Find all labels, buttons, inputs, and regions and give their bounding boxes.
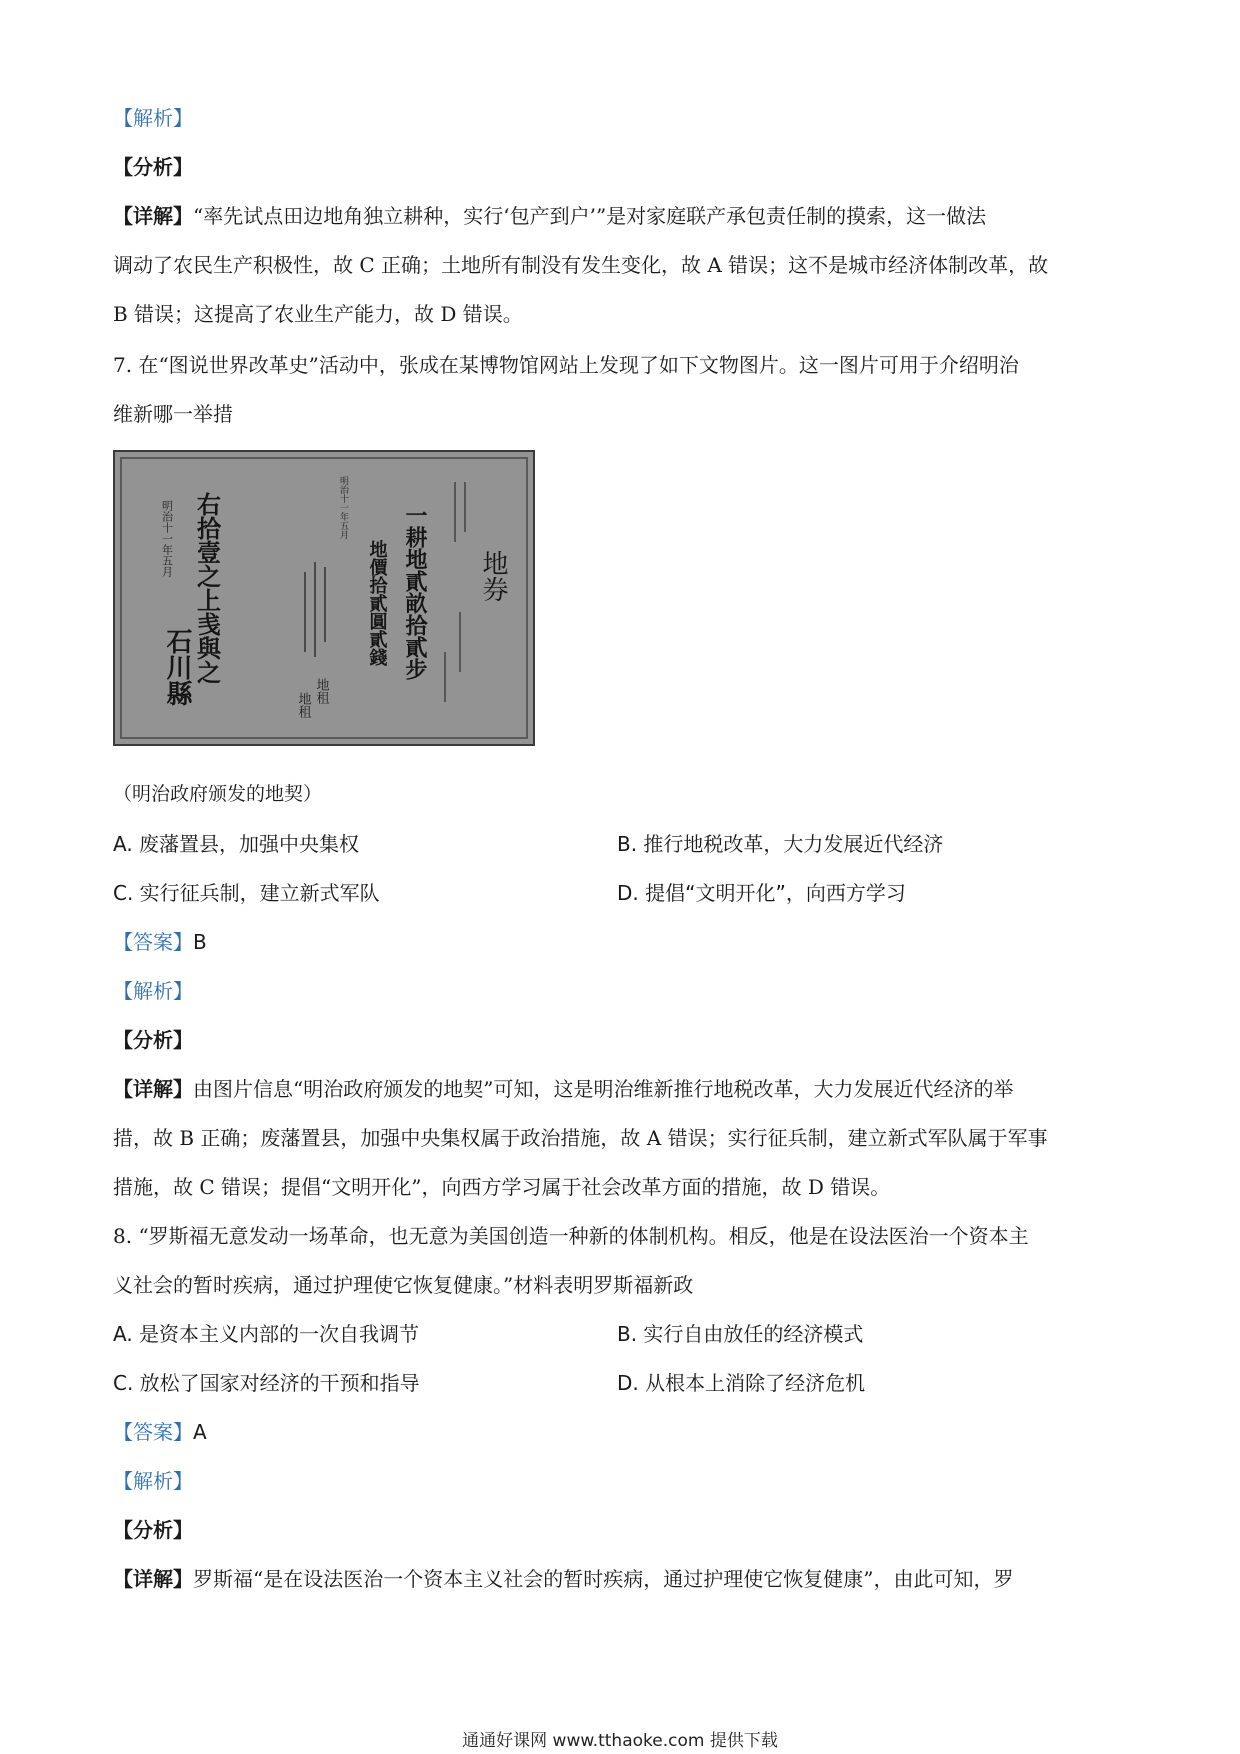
page-footer: 通通好课网 www.tthaoke.com 提供下载 bbox=[462, 1731, 778, 1751]
q7-jiexi-label: 【解析】 bbox=[113, 979, 193, 1003]
q7-stem-line2: 维新哪一举措 bbox=[113, 402, 233, 426]
q7-xiangjie-label: 【详解】 bbox=[113, 1077, 193, 1101]
q8-stem-line2: 义社会的暂时疾病，通过护理使它恢复健康。”材料表明罗斯福新政 bbox=[113, 1273, 694, 1297]
deed-col-6: 地券 bbox=[478, 550, 508, 602]
deed-small-col-a: 明治十一年五月 bbox=[338, 476, 348, 539]
q7-stem-line1: 7. 在“图说世界改革史”活动中，张成在某博物馆网站上发现了如下文物图片。这一图片可用于介绍明治 bbox=[113, 353, 1019, 377]
q8-option-c: C. 放松了国家对经济的干预和指导 bbox=[113, 1371, 420, 1395]
deed-col-2: 石川縣 bbox=[162, 628, 192, 706]
land-deed-illustration bbox=[115, 452, 533, 744]
q8-jiexi-label: 【解析】 bbox=[113, 1469, 193, 1493]
q6-xiangjie-text1: “率先试点田边地角独立耕种，实行‘包产到户’”是对家庭联产承包责任制的摸索，这一做法 bbox=[193, 204, 987, 228]
q7-option-d: D. 提倡“文明开化”，向西方学习 bbox=[617, 881, 906, 905]
q6-jiexi-label: 【解析】 bbox=[113, 106, 193, 130]
q6-xiangjie-line3: B 错误；这提高了农业生产能力，故 D 错误。 bbox=[113, 302, 523, 326]
deed-col-8: 地租 bbox=[295, 692, 311, 718]
land-deed-image bbox=[113, 450, 535, 746]
q6-xiangjie-line1 bbox=[113, 202, 1133, 230]
deed-col-4: 一耕地貳畝拾貳步 bbox=[402, 504, 428, 680]
deed-col-5: 地價拾貳圓貳錢 bbox=[366, 540, 388, 666]
q7-xiangjie-text1: 由图片信息“明治政府颁发的地契”可知，这是明治维新推行地税改革，大力发展近代经济的举 bbox=[193, 1077, 1014, 1101]
q7-answer bbox=[113, 928, 1133, 956]
q8-answer-value: A bbox=[193, 1420, 207, 1444]
q7-answer-value: B bbox=[193, 930, 207, 954]
q8-stem-line1: 8. “罗斯福无意发动一场革命，也无意为美国创造一种新的体制机构。相反，他是在设法医治一个资本主 bbox=[113, 1224, 1029, 1248]
q8-answer-label: 【答案】 bbox=[113, 1420, 193, 1444]
q8-fenxi-label: 【分析】 bbox=[113, 1518, 193, 1542]
q8-option-b: B. 实行自由放任的经济模式 bbox=[617, 1322, 864, 1346]
q6-fenxi-label: 【分析】 bbox=[113, 155, 193, 179]
q6-xiangjie-line2: 调动了农民生产积极性，故 C 正确；土地所有制没有发生变化，故 A 错误；这不是城市经济体制改革，故 bbox=[113, 253, 1049, 277]
deed-col-3: 明治十一年五月 bbox=[160, 500, 174, 577]
q7-xiangjie-line3: 措施，故 C 错误；提倡“文明开化”，向西方学习属于社会改革方面的措施，故 D 错误。 bbox=[113, 1175, 891, 1199]
q7-answer-label: 【答案】 bbox=[113, 930, 193, 954]
q8-xiangjie-label: 【详解】 bbox=[113, 1567, 193, 1591]
deed-col-7: 地租 bbox=[313, 678, 329, 704]
q7-fenxi-label: 【分析】 bbox=[113, 1028, 193, 1052]
q7-image-caption: （明治政府颁发的地契） bbox=[113, 783, 323, 805]
q7-option-c: C. 实行征兵制，建立新式军队 bbox=[113, 881, 380, 905]
q7-xiangjie-line2: 措，故 B 正确；废藩置县，加强中央集权属于政治措施，故 A 错误；实行征兵制，建立新式军队属于军事 bbox=[113, 1126, 1048, 1150]
q7-xiangjie-line1 bbox=[113, 1075, 1133, 1103]
q8-option-a: A. 是资本主义内部的一次自我调节 bbox=[113, 1322, 420, 1346]
q8-xiangjie-text1: 罗斯福“是在设法医治一个资本主义社会的暂时疾病，通过护理使它恢复健康”，由此可知，罗 bbox=[193, 1567, 1014, 1591]
q7-option-a: A. 废藩置县，加强中央集权 bbox=[113, 832, 360, 856]
q8-xiangjie-line1 bbox=[113, 1565, 1133, 1593]
q8-option-d: D. 从根本上消除了经济危机 bbox=[617, 1371, 866, 1395]
deed-col-1: 右拾壹之上㦮與之 bbox=[192, 492, 222, 684]
q7-option-b: B. 推行地税改革，大力发展近代经济 bbox=[617, 832, 944, 856]
q8-answer bbox=[113, 1418, 1133, 1446]
q6-xiangjie-label: 【详解】 bbox=[113, 204, 193, 228]
